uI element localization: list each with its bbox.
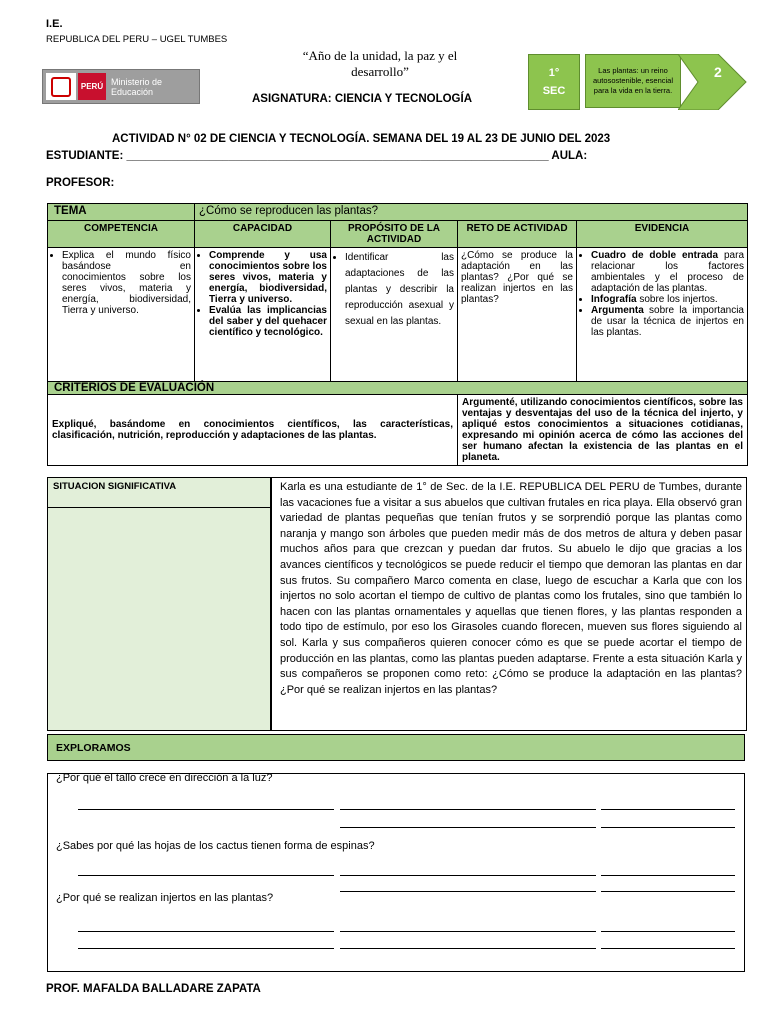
question-1: ¿Por qué el tallo crece en dirección a la luz? (56, 772, 273, 784)
tema-label: TEMA (48, 204, 195, 221)
activity-title: ACTIVIDAD N° 02 DE CIENCIA Y TECNOLOGÍA. SEMANA DEL 19 AL 23 DE JUNIO DEL 2023 (112, 133, 611, 145)
answer-line[interactable] (601, 891, 735, 892)
capacidad-item: • Comprende y usa conocimientos sobre los seres vivos, materia y energía, biodiversidad, Tierra y universo. (209, 250, 327, 305)
coat-of-arms-icon (46, 73, 76, 100)
answer-line[interactable] (601, 875, 735, 876)
reto-cell: ¿Cómo se produce la adaptación en las plantas? ¿Por qué se realizan injertos en las plantas? (458, 248, 577, 382)
situacion-text: Karla es una estudiante de 1° de Sec. de la I.E. REPUBLICA DEL PERU de Tumbes, durante las vacaciones fue a visitar a sus abuelos que cultivan frutales en rica playa. Ella observó gran variedad de plantas pequeñas que tenían frutos y se sorprendió porque las plantas como naranja y mango son árboles que pueden medir más de dos metros de altura y deben pasar muchos años para que crezcan y puedan dar frutos. Su abuelo le dijo que gracias a los avances científicos y tecnológicos se puede reducir el tiempo que demoran las plantas en dar sus frutos. Su compañero Marco comenta en clase, luego de escuchar a Karla que con los injertos no solo acortan el tiempo de cultivo de plantas como los frutales, sino que también lo hacen con las plantas ornamentales y aquellas que tienen flores, y las plantas responden a todo tipo de estímulo, por eso los Girasoles cuando florecen, mueven sus flores siguiendo al sol. Karla y sus compañeros quieren conocer cómo es que se puede acortar el tiempo de producción en las plantas, como las plantas pueden adaptarse. Frente a esta situación Karla y sus compañeros se proponen como reto: ¿Cómo se produce la adaptación en las plantas? ¿Por qué se realizan injertos en las plantas? (271, 477, 747, 731)
capacidad-item: • Evalúa las implicancias del saber y del quehacer científico y tecnológico. (209, 305, 327, 338)
questions-box (47, 773, 745, 972)
minedu-logo (42, 69, 200, 104)
grade-level: SEC (542, 85, 566, 97)
profesor-label: PROFESOR: (46, 177, 115, 189)
grade-number: 1° (548, 67, 560, 79)
evidencia-item: • Cuadro de doble entrada para relacionar los factores ambientales y el proceso de adaptación de las plantas. (591, 250, 744, 294)
answer-line[interactable] (340, 891, 596, 892)
answer-line[interactable] (340, 809, 596, 810)
peru-logo-text: PERÚ (78, 73, 106, 100)
competencia-cell (48, 248, 195, 382)
grade-badge (528, 54, 580, 110)
header-proposito: PROPÓSITO DE LA ACTIVIDAD (331, 221, 458, 248)
tema-value: ¿Cómo se reproducen las plantas? (195, 204, 748, 221)
school-label: I.E. (46, 18, 63, 30)
unit-number: 2 (714, 64, 722, 80)
answer-line[interactable] (601, 931, 735, 932)
answer-line[interactable] (601, 948, 735, 949)
republica-label: REPUBLICA DEL PERU – UGEL TUMBES (46, 34, 228, 45)
proposito-cell (331, 248, 458, 382)
unit-arrow-icon (678, 54, 748, 110)
answer-line[interactable] (601, 809, 735, 810)
unit-badge-text: Las plantas: un reino autosostenible, esencial para la vida en la tierra. (585, 54, 681, 108)
header-competencia: COMPETENCIA (48, 221, 195, 248)
evidencia-cell (577, 248, 748, 382)
question-2: ¿Sabes por qué las hojas de los cactus tienen forma de espinas? (56, 840, 375, 852)
header-capacidad: CAPACIDAD (195, 221, 331, 248)
answer-line[interactable] (78, 948, 334, 949)
situacion-label-box (47, 477, 271, 731)
answer-line[interactable] (78, 875, 334, 876)
situacion-label-fill (48, 508, 270, 730)
ministerio-logo-text: Ministerio de Educación (111, 76, 163, 97)
criterio-1: Expliqué, basándome en conocimientos científicos, las características, clasificación, nutrición, reproducción y adaptaciones de las plantas. (48, 395, 458, 466)
evidencia-item: • Argumenta sobre la importancia de usar la técnica de injertos en las plantas. (591, 305, 744, 338)
answer-line[interactable] (78, 809, 334, 810)
answer-line[interactable] (340, 931, 596, 932)
exploramos-label: EXPLORAMOS (47, 734, 745, 761)
answer-line[interactable] (340, 948, 596, 949)
header-evidencia: EVIDENCIA (577, 221, 748, 248)
proposito-text: • Identificar las adaptaciones de las plantas y describir la reproducción asexual y sexual en las plantas. (345, 250, 454, 330)
capacidad-cell (195, 248, 331, 382)
estudiante-line: ESTUDIANTE: __________________________________________________________________ AULA: (46, 150, 588, 162)
question-3: ¿Por qué se realizan injertos en las plantas? (56, 892, 274, 904)
asignatura-title: ASIGNATURA: CIENCIA Y TECNOLOGÍA (252, 93, 472, 105)
answer-line[interactable] (601, 827, 735, 828)
criterio-2: Argumenté, utilizando conocimientos científicos, sobre las ventajas y desventajas del uso de la técnica del injerto, y apliqué estos conocimientos a situaciones cotidianas, expresando mi opinión acerca de cómo las acciones del ser humano afectan la existencia de las plantas en el planeta. (458, 395, 748, 466)
competencia-text: • Explica el mundo físico basándose en conocimientos sobre los seres vivos, materia y energía, biodiversidad, Tierra y universo. (62, 250, 191, 316)
header-reto: RETO DE ACTIVIDAD (458, 221, 577, 248)
evidencia-item: • Infografía sobre los injertos. (591, 294, 744, 305)
answer-line[interactable] (340, 827, 596, 828)
answer-line[interactable] (340, 875, 596, 876)
situacion-label: SITUACION SIGNIFICATIVA (48, 478, 270, 508)
year-motto: “Año de la unidad, la paz y el desarrollo” (302, 48, 458, 79)
answer-line[interactable] (78, 931, 334, 932)
activity-table (47, 203, 748, 466)
criterios-label: CRITERIOS DE EVALUACIÓN (48, 382, 748, 395)
footer-prof: PROF. MAFALDA BALLADARE ZAPATA (46, 983, 261, 995)
